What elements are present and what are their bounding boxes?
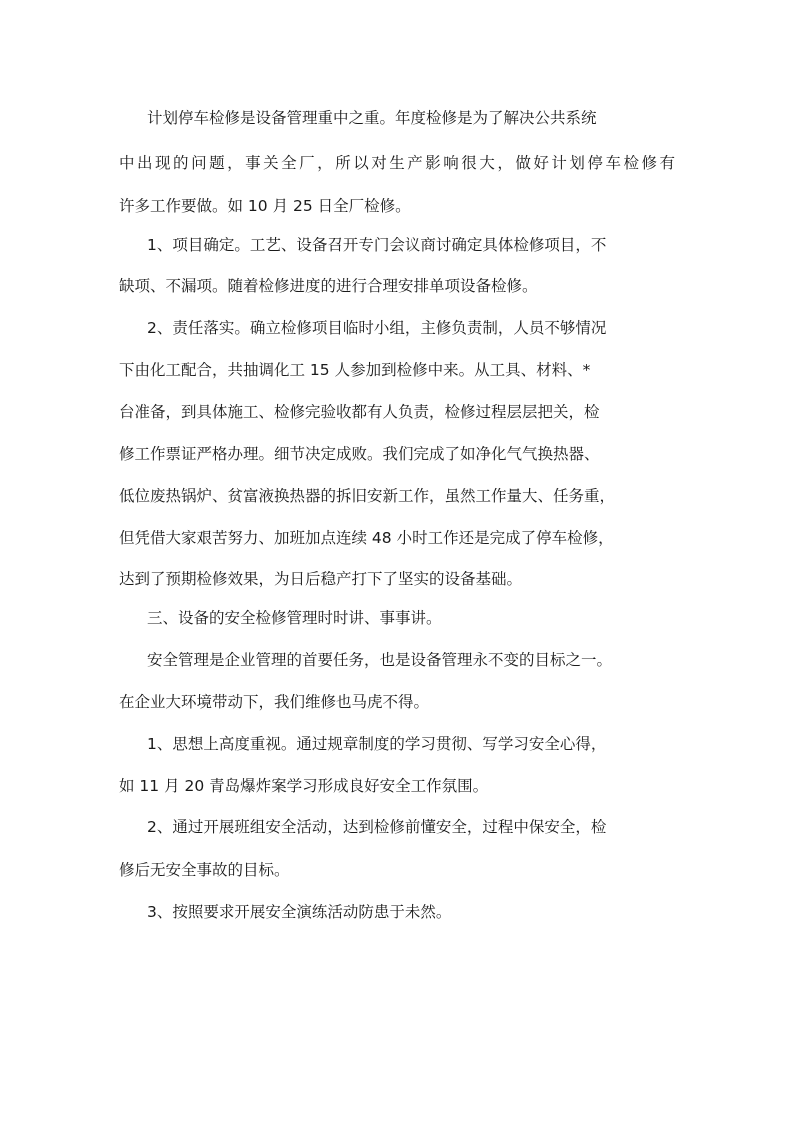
text-line: 修后无安全事故的目标。 [119, 861, 290, 879]
text-line: 计划停车检修是设备管理重中之重。年度检修是为了解决公共系统 [147, 109, 597, 127]
text-line: 2、通过开展班组安全活动，达到检修前懂安全，过程中保安全，检 [147, 818, 607, 836]
text-line: 达到了预期检修效果，为日后稳产打下了坚实的设备基础。 [119, 570, 523, 588]
text-line: 3、按照要求开展安全演练活动防患于未然。 [147, 903, 452, 921]
text-line: 2、责任落实。确立检修项目临时小组，主修负责制，人员不够情况 [147, 319, 607, 337]
text-line: 修工作票证严格办理。细节决定成败。我们完成了如净化气气换热器、 [119, 445, 600, 463]
text-line: 安全管理是企业管理的首要任务，也是设备管理永不变的目标之一。 [147, 651, 613, 669]
section-heading: 三、设备的安全检修管理时时讲、事事讲。 [147, 609, 442, 627]
text-line: 许多工作要做。如 10 月 25 日全厂检修。 [119, 197, 411, 215]
text-line: 如 11 月 20 青岛爆炸案学习形成良好安全工作氛围。 [119, 777, 489, 795]
text-line: 1、思想上高度重视。通过规章制度的学习贯彻、写学习安全心得， [147, 735, 607, 753]
text-line: 1、项目确定。工艺、设备召开专门会议商讨确定具体检修项目，不 [147, 236, 607, 254]
text-line: 中出现的问题，事关全厂，所以对生产影响很大，做好计划停车检修有 [119, 154, 675, 172]
text-line: 台准备，到具体施工、检修完验收都有人负责，检修过程层层把关，检 [119, 403, 600, 421]
text-line: 缺项、不漏项。随着检修进度的进行合理安排单项设备检修。 [119, 277, 538, 295]
text-line: 在企业大环境带动下，我们维修也马虎不得。 [119, 693, 430, 711]
text-line: 但凭借大家艰苦努力、加班加点连续 48 小时工作还是完成了停车检修， [119, 529, 614, 547]
text-line: 低位废热锅炉、贫富液换热器的拆旧安新工作，虽然工作量大、任务重， [119, 487, 616, 505]
text-line: 下由化工配合，共抽调化工 15 人参加到检修中来。从工具、材料、* [119, 361, 591, 379]
